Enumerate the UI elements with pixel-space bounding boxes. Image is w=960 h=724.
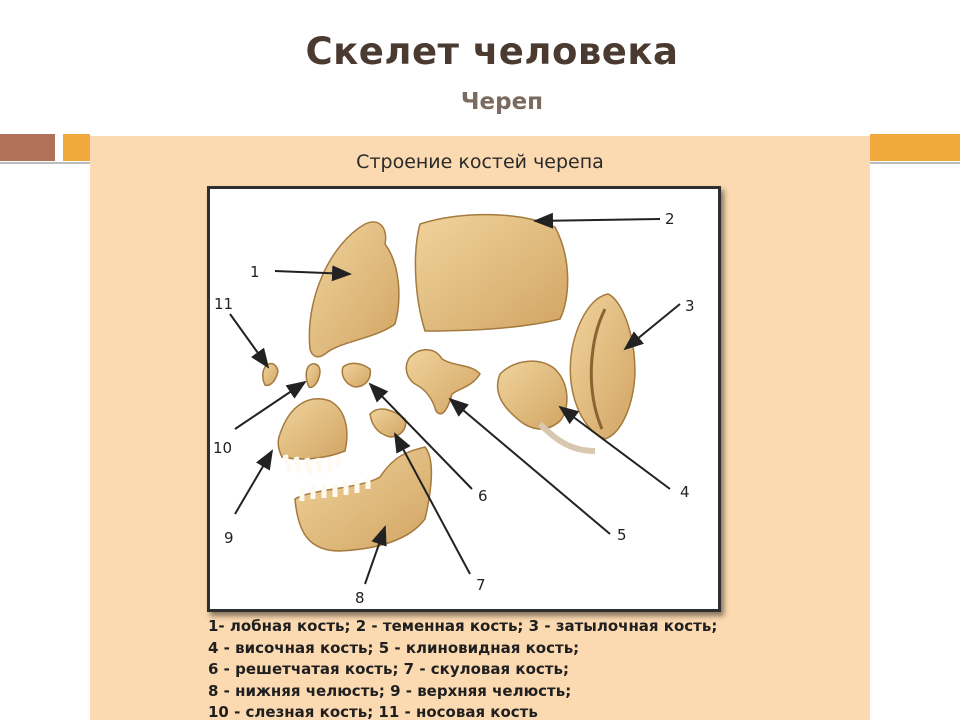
skull-illustration-frame [207,186,721,612]
bone-label-10: 10 [213,439,233,457]
decor-bar-accent-left [63,134,90,161]
skull-bones-illustration [210,189,718,609]
legend-line: 4 - височная кость; 5 - клиновидная кость; [208,638,580,657]
sphenoid-bone [406,350,480,414]
slide-title: Скелет человека [305,30,679,73]
bone-label-3: 3 [685,297,695,315]
maxilla-bone [278,399,347,459]
bone-label-5: 5 [617,526,627,544]
legend-line: 1- лобная кость; 2 - теменная кость; 3 - затылочная кость; [208,617,718,635]
bone-legend [208,616,717,724]
nasal-bone [263,364,278,386]
figure-panel [90,136,870,720]
decor-rule-right [870,162,960,164]
temporal-bone [498,361,567,429]
ethmoid-bone [342,363,370,387]
bone-label-7: 7 [476,576,486,594]
zygomatic-bone [370,409,406,437]
bone-label-6: 6 [478,487,488,505]
bone-label-1: 1 [250,263,260,281]
bone-label-2: 2 [665,210,675,228]
bone-label-9: 9 [224,529,234,547]
frontal-bone [309,222,399,357]
decor-bar-accent-right [870,134,960,161]
decor-bar-left [0,134,55,161]
bone-label-8: 8 [355,589,365,607]
parietal-bone [415,215,567,331]
figure-title: Строение костей черепа [356,151,604,173]
legend-line: 6 - решетчатая кость; 7 - скуловая кость; [208,660,569,678]
bone-label-11: 11 [214,295,234,313]
legend-line: 10 - слезная кость; 11 - носовая кость [208,703,538,721]
bone-label-4: 4 [680,483,690,501]
legend-line: 8 - нижняя челюсть; 9 - верхняя челюсть; [208,681,572,700]
lacrimal-bone [306,364,320,387]
decor-rule-left [0,162,90,164]
slide-subtitle: Череп [460,89,544,115]
